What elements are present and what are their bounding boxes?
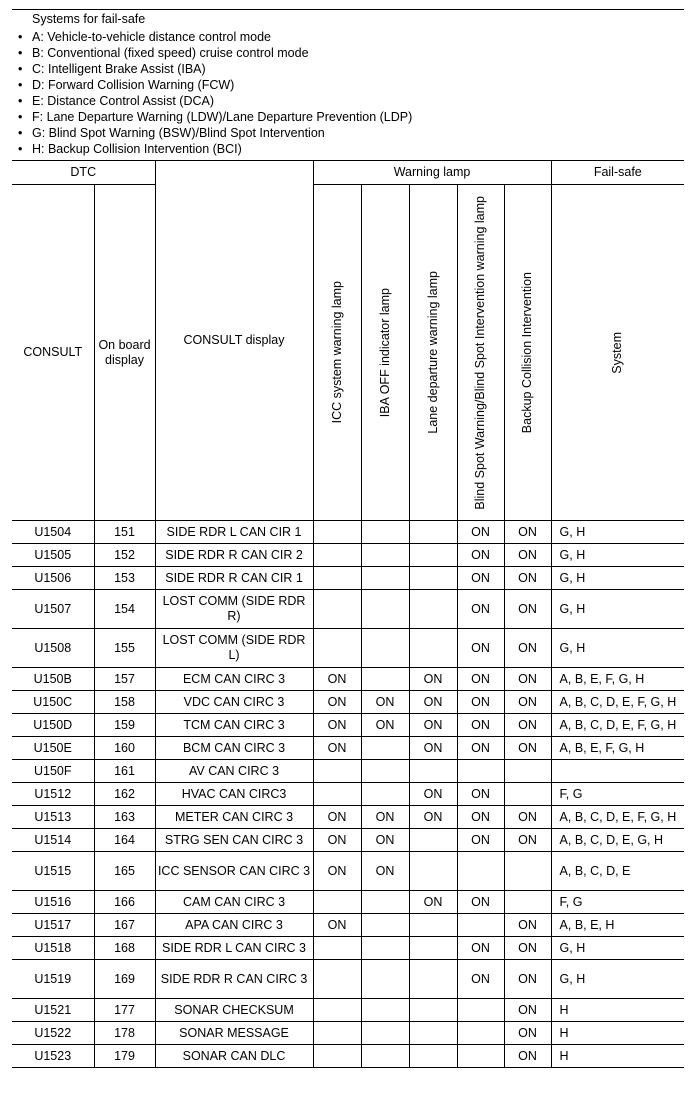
lane-lamp-header <box>409 185 457 521</box>
fail-safe-group-header: Fail-safe <box>551 161 684 185</box>
consult-cell: U1507 <box>12 590 94 629</box>
system-item-label: G: Blind Spot Warning (BSW)/Blind Spot Intervention <box>32 126 325 140</box>
lane-lamp-cell <box>409 829 457 852</box>
lane-lamp-cell <box>409 521 457 544</box>
consult-cell: U1523 <box>12 1045 94 1068</box>
consult-cell: U1508 <box>12 629 94 668</box>
system-cell: G, H <box>551 629 684 668</box>
bsw-lamp-cell: ON <box>457 691 504 714</box>
iba-lamp-cell <box>361 629 409 668</box>
lane-lamp-header-text: Lane departure warning lamp <box>425 271 440 434</box>
on-board-display-cell: 155 <box>94 629 155 668</box>
lane-lamp-cell <box>409 760 457 783</box>
consult-display-cell: CAM CAN CIRC 3 <box>155 891 313 914</box>
consult-display-cell: HVAC CAN CIRC3 <box>155 783 313 806</box>
consult-display-cell: SONAR MESSAGE <box>155 1022 313 1045</box>
bsw-lamp-cell: ON <box>457 590 504 629</box>
consult-cell: U1514 <box>12 829 94 852</box>
list-item <box>18 29 412 45</box>
icc-lamp-cell <box>313 960 361 999</box>
list-item <box>18 141 412 157</box>
system-cell: G, H <box>551 567 684 590</box>
bsw-lamp-cell: ON <box>457 783 504 806</box>
system-cell: A, B, C, D, E <box>551 852 684 891</box>
lane-lamp-cell: ON <box>409 806 457 829</box>
consult-display-cell: SONAR CAN DLC <box>155 1045 313 1068</box>
list-item <box>18 61 412 77</box>
iba-lamp-cell <box>361 891 409 914</box>
consult-cell: U1516 <box>12 891 94 914</box>
system-cell: G, H <box>551 590 684 629</box>
iba-lamp-cell <box>361 937 409 960</box>
iba-lamp-header <box>361 185 409 521</box>
consult-header: CONSULT <box>12 185 94 521</box>
on-board-display-cell: 177 <box>94 999 155 1022</box>
consult-display-cell: APA CAN CIRC 3 <box>155 914 313 937</box>
iba-lamp-header-text: IBA OFF indicator lamp <box>377 287 392 418</box>
system-cell: A, B, C, D, E, F, G, H <box>551 714 684 737</box>
table-row <box>12 999 684 1022</box>
on-board-display-cell: 159 <box>94 714 155 737</box>
system-header <box>551 185 684 521</box>
dtc-group-header: DTC <box>12 161 155 185</box>
iba-lamp-cell <box>361 999 409 1022</box>
consult-display-cell: SIDE RDR L CAN CIRC 3 <box>155 937 313 960</box>
intro-title: Systems for fail-safe <box>32 12 146 26</box>
bsw-lamp-cell: ON <box>457 521 504 544</box>
bci-lamp-cell <box>504 891 551 914</box>
on-board-display-cell: 152 <box>94 544 155 567</box>
system-cell: H <box>551 999 684 1022</box>
lane-lamp-cell <box>409 590 457 629</box>
bci-lamp-header-text: Backup Collision Intervention <box>520 271 535 434</box>
table-row <box>12 668 684 691</box>
bullet: • <box>18 30 23 44</box>
system-cell: A, B, E, F, G, H <box>551 737 684 760</box>
column-header-row <box>12 185 684 521</box>
iba-lamp-cell <box>361 760 409 783</box>
bci-lamp-cell: ON <box>504 914 551 937</box>
bci-lamp-cell: ON <box>504 521 551 544</box>
bci-lamp-cell: ON <box>504 668 551 691</box>
consult-cell: U1505 <box>12 544 94 567</box>
list-item <box>18 93 412 109</box>
lane-lamp-cell <box>409 567 457 590</box>
table-row <box>12 914 684 937</box>
iba-lamp-cell <box>361 960 409 999</box>
table-row <box>12 567 684 590</box>
bsw-lamp-cell: ON <box>457 629 504 668</box>
table-row <box>12 937 684 960</box>
on-board-display-cell: 169 <box>94 960 155 999</box>
table-row <box>12 714 684 737</box>
on-board-display-cell: 164 <box>94 829 155 852</box>
bci-lamp-cell: ON <box>504 829 551 852</box>
icc-lamp-cell <box>313 760 361 783</box>
system-item-label: B: Conventional (fixed speed) cruise control mode <box>32 46 309 60</box>
lane-lamp-cell <box>409 629 457 668</box>
icc-lamp-cell: ON <box>313 714 361 737</box>
list-item <box>18 125 412 141</box>
bci-lamp-cell: ON <box>504 1022 551 1045</box>
consult-display-cell: METER CAN CIRC 3 <box>155 806 313 829</box>
bsw-lamp-cell <box>457 1045 504 1068</box>
bci-lamp-cell: ON <box>504 567 551 590</box>
on-board-display-cell: 167 <box>94 914 155 937</box>
lane-lamp-cell: ON <box>409 891 457 914</box>
bci-lamp-cell: ON <box>504 937 551 960</box>
bsw-lamp-cell: ON <box>457 544 504 567</box>
table-row <box>12 891 684 914</box>
bsw-lamp-cell: ON <box>457 891 504 914</box>
on-board-display-cell: 162 <box>94 783 155 806</box>
lane-lamp-cell <box>409 852 457 891</box>
lane-lamp-cell <box>409 1045 457 1068</box>
bsw-lamp-cell: ON <box>457 937 504 960</box>
bullet: • <box>18 62 23 76</box>
on-board-display-cell: 151 <box>94 521 155 544</box>
on-board-display-cell: 158 <box>94 691 155 714</box>
iba-lamp-cell <box>361 737 409 760</box>
consult-display-cell: ECM CAN CIRC 3 <box>155 668 313 691</box>
iba-lamp-cell <box>361 783 409 806</box>
lane-lamp-cell: ON <box>409 668 457 691</box>
bci-lamp-cell: ON <box>504 714 551 737</box>
bci-lamp-header <box>504 185 551 521</box>
iba-lamp-cell <box>361 544 409 567</box>
icc-lamp-header-text: ICC system warning lamp <box>329 281 344 424</box>
on-board-display-header: On board display <box>94 185 155 521</box>
bsw-lamp-cell: ON <box>457 668 504 691</box>
bullet: • <box>18 78 23 92</box>
on-board-display-cell: 168 <box>94 937 155 960</box>
consult-display-cell: TCM CAN CIRC 3 <box>155 714 313 737</box>
iba-lamp-cell: ON <box>361 806 409 829</box>
systems-list <box>18 29 412 157</box>
bci-lamp-cell: ON <box>504 806 551 829</box>
consult-display-cell: SONAR CHECKSUM <box>155 999 313 1022</box>
lane-lamp-cell <box>409 999 457 1022</box>
iba-lamp-cell <box>361 590 409 629</box>
bullet: • <box>18 94 23 108</box>
bullet: • <box>18 110 23 124</box>
lane-lamp-cell <box>409 1022 457 1045</box>
consult-display-header: CONSULT display <box>155 161 313 521</box>
consult-display-cell: ICC SENSOR CAN CIRC 3 <box>155 852 313 891</box>
bsw-lamp-cell <box>457 1022 504 1045</box>
iba-lamp-cell: ON <box>361 852 409 891</box>
icc-lamp-cell: ON <box>313 829 361 852</box>
system-cell: A, B, C, D, E, G, H <box>551 829 684 852</box>
icc-lamp-cell: ON <box>313 737 361 760</box>
consult-cell: U1517 <box>12 914 94 937</box>
iba-lamp-cell: ON <box>361 691 409 714</box>
table-row <box>12 1022 684 1045</box>
table-row <box>12 590 684 629</box>
system-item-label: F: Lane Departure Warning (LDW)/Lane Departure Prevention (LDP) <box>32 110 413 124</box>
icc-lamp-cell <box>313 590 361 629</box>
consult-display-cell: LOST COMM (SIDE RDR L) <box>155 629 313 668</box>
bci-lamp-cell: ON <box>504 544 551 567</box>
system-item-label: E: Distance Control Assist (DCA) <box>32 94 214 108</box>
consult-cell: U150D <box>12 714 94 737</box>
lane-lamp-cell: ON <box>409 737 457 760</box>
icc-lamp-cell: ON <box>313 806 361 829</box>
icc-lamp-cell <box>313 521 361 544</box>
table-row <box>12 521 684 544</box>
icc-lamp-cell: ON <box>313 691 361 714</box>
bci-lamp-cell <box>504 760 551 783</box>
consult-display-cell: VDC CAN CIRC 3 <box>155 691 313 714</box>
on-board-display-cell: 163 <box>94 806 155 829</box>
icc-lamp-header <box>313 185 361 521</box>
bci-lamp-cell: ON <box>504 691 551 714</box>
consult-cell: U1504 <box>12 521 94 544</box>
consult-cell: U1518 <box>12 937 94 960</box>
bci-lamp-cell: ON <box>504 590 551 629</box>
icc-lamp-cell <box>313 783 361 806</box>
consult-cell: U1519 <box>12 960 94 999</box>
consult-cell: U1512 <box>12 783 94 806</box>
table-row <box>12 783 684 806</box>
bci-lamp-cell: ON <box>504 999 551 1022</box>
table-row <box>12 1045 684 1068</box>
iba-lamp-cell <box>361 1045 409 1068</box>
on-board-display-cell: 165 <box>94 852 155 891</box>
on-board-display-cell: 153 <box>94 567 155 590</box>
system-cell <box>551 760 684 783</box>
list-item <box>18 77 412 93</box>
bsw-lamp-cell: ON <box>457 714 504 737</box>
iba-lamp-cell <box>361 521 409 544</box>
system-cell: F, G <box>551 783 684 806</box>
iba-lamp-cell: ON <box>361 829 409 852</box>
iba-lamp-cell <box>361 668 409 691</box>
consult-display-cell: SIDE RDR R CAN CIRC 3 <box>155 960 313 999</box>
bullet: • <box>18 46 23 60</box>
icc-lamp-cell: ON <box>313 914 361 937</box>
iba-lamp-cell <box>361 567 409 590</box>
table-row <box>12 829 684 852</box>
table-row <box>12 737 684 760</box>
dtc-fail-safe-table <box>12 160 684 1068</box>
on-board-display-cell: 154 <box>94 590 155 629</box>
system-item-label: D: Forward Collision Warning (FCW) <box>32 78 235 92</box>
bullet: • <box>18 142 23 156</box>
bci-lamp-cell: ON <box>504 737 551 760</box>
icc-lamp-cell: ON <box>313 668 361 691</box>
bullet: • <box>18 126 23 140</box>
bsw-lamp-cell: ON <box>457 960 504 999</box>
list-item <box>18 45 412 61</box>
bsw-lamp-header <box>457 185 504 521</box>
lane-lamp-cell <box>409 960 457 999</box>
system-cell: H <box>551 1045 684 1068</box>
icc-lamp-cell <box>313 937 361 960</box>
consult-display-cell: SIDE RDR L CAN CIR 1 <box>155 521 313 544</box>
system-cell: A, B, E, F, G, H <box>551 668 684 691</box>
lane-lamp-cell: ON <box>409 691 457 714</box>
fail-safe-systems-header <box>12 9 684 157</box>
bci-lamp-cell <box>504 852 551 891</box>
bsw-lamp-cell <box>457 999 504 1022</box>
icc-lamp-cell <box>313 1045 361 1068</box>
table-header <box>12 161 684 521</box>
system-cell: G, H <box>551 960 684 999</box>
icc-lamp-cell <box>313 629 361 668</box>
table-row <box>12 760 684 783</box>
on-board-display-cell: 178 <box>94 1022 155 1045</box>
on-board-display-cell: 161 <box>94 760 155 783</box>
system-item-label: A: Vehicle-to-vehicle distance control mode <box>32 30 272 44</box>
bsw-lamp-cell: ON <box>457 567 504 590</box>
table-row <box>12 691 684 714</box>
system-cell: A, B, E, H <box>551 914 684 937</box>
bsw-lamp-header-text: Blind Spot Warning/Blind Spot Intervention warning lamp <box>473 195 488 510</box>
system-cell: H <box>551 1022 684 1045</box>
consult-cell: U1506 <box>12 567 94 590</box>
lane-lamp-cell: ON <box>409 783 457 806</box>
lane-lamp-cell <box>409 914 457 937</box>
bsw-lamp-cell: ON <box>457 829 504 852</box>
consult-cell: U150E <box>12 737 94 760</box>
lane-lamp-cell <box>409 544 457 567</box>
list-item <box>18 109 412 125</box>
consult-cell: U1515 <box>12 852 94 891</box>
bsw-lamp-cell <box>457 914 504 937</box>
bsw-lamp-cell <box>457 852 504 891</box>
iba-lamp-cell <box>361 914 409 937</box>
icc-lamp-cell <box>313 1022 361 1045</box>
table-row <box>12 629 684 668</box>
consult-display-cell: BCM CAN CIRC 3 <box>155 737 313 760</box>
system-cell: G, H <box>551 937 684 960</box>
consult-cell: U1513 <box>12 806 94 829</box>
iba-lamp-cell: ON <box>361 714 409 737</box>
group-header-row <box>12 161 684 185</box>
lane-lamp-cell: ON <box>409 714 457 737</box>
system-cell: A, B, C, D, E, F, G, H <box>551 806 684 829</box>
on-board-display-cell: 166 <box>94 891 155 914</box>
iba-lamp-cell <box>361 1022 409 1045</box>
on-board-display-cell: 160 <box>94 737 155 760</box>
consult-cell: U150B <box>12 668 94 691</box>
bsw-lamp-cell: ON <box>457 806 504 829</box>
consult-display-cell: SIDE RDR R CAN CIR 2 <box>155 544 313 567</box>
on-board-display-cell: 157 <box>94 668 155 691</box>
consult-display-cell: STRG SEN CAN CIRC 3 <box>155 829 313 852</box>
icc-lamp-cell <box>313 891 361 914</box>
bsw-lamp-cell <box>457 760 504 783</box>
icc-lamp-cell <box>313 544 361 567</box>
consult-display-cell: SIDE RDR R CAN CIR 1 <box>155 567 313 590</box>
system-cell: F, G <box>551 891 684 914</box>
consult-cell: U150F <box>12 760 94 783</box>
warning-lamp-group-header: Warning lamp <box>313 161 551 185</box>
icc-lamp-cell <box>313 567 361 590</box>
consult-cell: U1522 <box>12 1022 94 1045</box>
consult-display-cell: AV CAN CIRC 3 <box>155 760 313 783</box>
consult-display-cell: LOST COMM (SIDE RDR R) <box>155 590 313 629</box>
system-cell: G, H <box>551 521 684 544</box>
table-row <box>12 852 684 891</box>
consult-cell: U1521 <box>12 999 94 1022</box>
icc-lamp-cell: ON <box>313 852 361 891</box>
lane-lamp-cell <box>409 937 457 960</box>
bci-lamp-cell: ON <box>504 629 551 668</box>
system-item-label: C: Intelligent Brake Assist (IBA) <box>32 62 206 76</box>
icc-lamp-cell <box>313 999 361 1022</box>
on-board-display-cell: 179 <box>94 1045 155 1068</box>
table-body <box>12 521 684 1068</box>
system-cell: G, H <box>551 544 684 567</box>
bci-lamp-cell: ON <box>504 1045 551 1068</box>
table-row <box>12 806 684 829</box>
system-header-text: System <box>610 331 625 374</box>
bsw-lamp-cell: ON <box>457 737 504 760</box>
bci-lamp-cell <box>504 783 551 806</box>
bci-lamp-cell: ON <box>504 960 551 999</box>
table-row <box>12 960 684 999</box>
system-item-label: H: Backup Collision Intervention (BCI) <box>32 142 242 156</box>
consult-cell: U150C <box>12 691 94 714</box>
system-cell: A, B, C, D, E, F, G, H <box>551 691 684 714</box>
table-row <box>12 544 684 567</box>
